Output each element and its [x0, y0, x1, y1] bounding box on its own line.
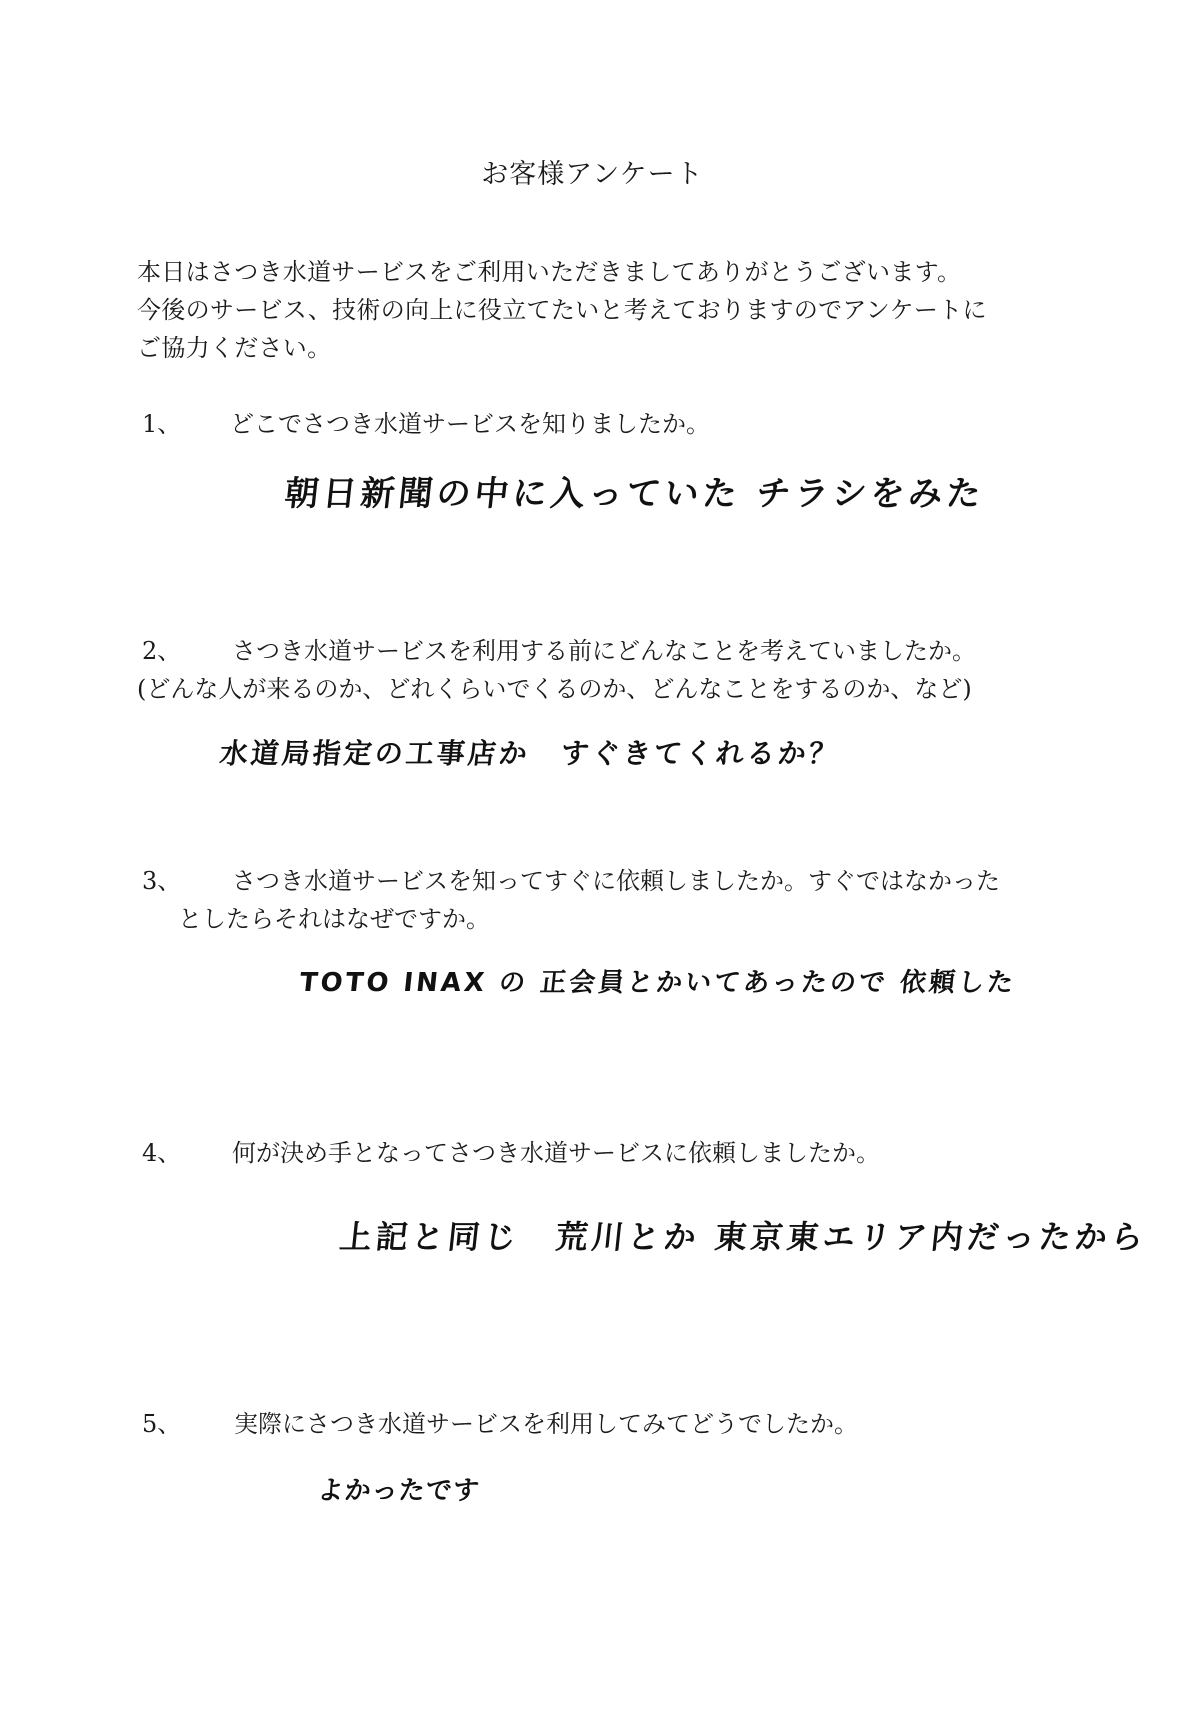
intro-paragraph	[137, 253, 1087, 367]
handwritten-answer-4: 上記と同じ 荒川とか 東京東エリア内だったから	[337, 1218, 1149, 1256]
question-text: どこでさつき水道サービスを知りましたか。	[230, 410, 710, 438]
question-number: 4、	[142, 1139, 182, 1167]
question-number: 5、	[142, 1410, 182, 1438]
question-text: さつき水道サービスを知ってすぐに依頼しましたか。すぐではなかった	[232, 867, 1000, 895]
handwritten-answer-3: TOTO INAX の 正会員とかいてあったので 依頼した	[298, 968, 1018, 998]
question-number: 3、	[142, 867, 182, 895]
intro-line: 今後のサービス、技術の向上に役立てたいと考えておりますのでアンケートに	[137, 296, 987, 324]
question-text: 何が決め手となってさつき水道サービスに依頼しましたか。	[232, 1139, 880, 1167]
question-note: としたらそれはなぜですか。	[178, 905, 490, 933]
question-number: 1、	[142, 410, 182, 438]
handwritten-answer-5: よかったです	[316, 1476, 482, 1506]
question-number: 2、	[142, 637, 182, 665]
question-note: (どんな人が来るのか、どれくらいでくるのか、どんなことをするのか、など)	[137, 675, 972, 703]
intro-line: ご協力ください。	[137, 334, 332, 362]
question-text: 実際にさつき水道サービスを利用してみてどうでしたか。	[234, 1410, 858, 1438]
handwritten-answer-1: 朝日新聞の中に入っていた チラシをみた	[282, 474, 987, 514]
handwritten-answer-2: 水道局指定の工事店か すぐきてくれるか？	[218, 737, 842, 770]
intro-line: 本日はさつき水道サービスをご利用いただきましてありがとうございます。	[137, 258, 962, 286]
question-text: さつき水道サービスを利用する前にどんなことを考えていましたか。	[232, 637, 976, 665]
page-title: お客様アンケート	[481, 159, 704, 190]
